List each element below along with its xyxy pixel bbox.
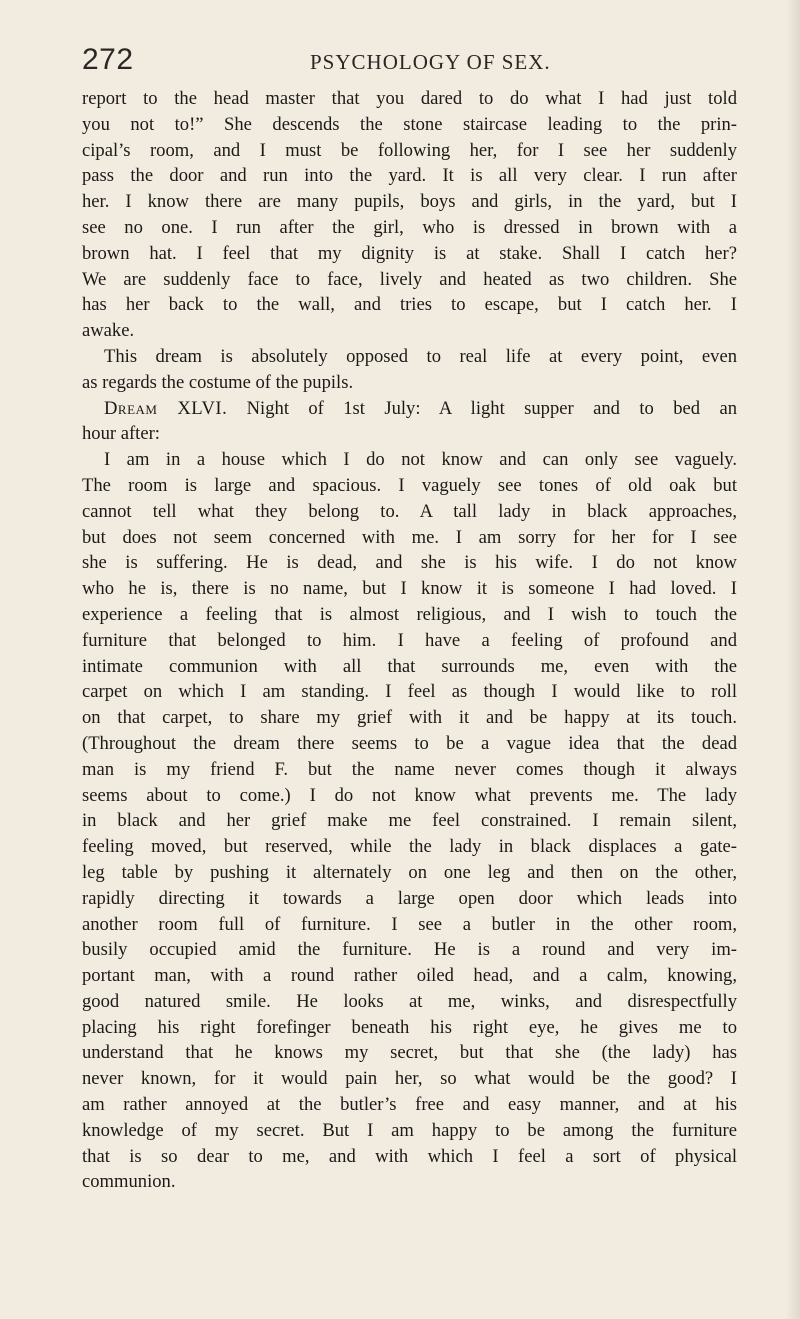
- text-line: report to the head master that you dared to do what I had just told: [82, 88, 737, 109]
- text-line: busily occupied amid the furniture. He is a round and very im-: [82, 939, 737, 961]
- text-line: The room is large and spacious. I vaguely see tones of old oak but: [82, 474, 737, 496]
- text-line: cipal’s room, and I must be following her, for I see her suddenly: [82, 139, 737, 161]
- text-line: intimate communion with all that surrounds me, even with the: [82, 655, 737, 677]
- text-line: seems about to come.) I do not know what prevents me. The lady: [82, 784, 737, 806]
- text-line: never known, for it would pain her, so what would be the good? I: [82, 1068, 737, 1090]
- text-line: but does not seem concerned with me. I am sorry for her for I see: [82, 526, 737, 548]
- text-line: carpet on which I am standing. I feel as though I would like to roll: [82, 681, 737, 703]
- text-line: good natured smile. He looks at me, winks, and disrespectfully: [82, 990, 737, 1012]
- text-line: leg table by pushing it alternately on one leg and then on the other,: [82, 861, 737, 883]
- body-text: [82, 86, 737, 1195]
- text-line: cannot tell what they belong to. A tall lady in black approaches,: [82, 500, 737, 522]
- text-line: furniture that belonged to him. I have a feeling of profound and: [82, 629, 737, 651]
- text-line: awake.: [82, 320, 135, 342]
- text-line: We are suddenly face to face, lively and heated as two children. She: [82, 268, 737, 290]
- text-line: her. I know there are many pupils, boys and girls, in the yard, but I: [82, 191, 737, 213]
- text-line: understand that he knows my secret, but that she (the lady) has: [82, 1042, 737, 1064]
- text-line: another room full of furniture. I see a butler in the other room,: [82, 913, 737, 935]
- text-line: This dream is absolutely opposed to real life at every point, even: [104, 345, 737, 367]
- text-line: that is so dear to me, and with which I feel a sort of physical: [82, 1145, 737, 1167]
- text-line: brown hat. I feel that my dignity is at stake. Shall I catch her?: [82, 242, 737, 264]
- dream-heading: Dream XLVI.: [104, 397, 228, 419]
- text-line: in black and her grief make me feel constrained. I remain silent,: [82, 810, 737, 832]
- text-line: hour after:: [82, 423, 160, 445]
- text-line: feeling moved, but reserved, while the lady in black displaces a gate-: [82, 836, 737, 858]
- text-line: experience a feeling that is almost religious, and I wish to touch the: [82, 603, 737, 625]
- text-line: am rather annoyed at the butler’s free and easy manner, and at his: [82, 1094, 737, 1116]
- dream-heading-line: [82, 396, 737, 422]
- page-number: 272: [82, 43, 134, 76]
- page-edge-shadow: [786, 0, 800, 1319]
- text-line: knowledge of my secret. But I am happy to be among the furniture: [82, 1119, 737, 1141]
- text-line: (Throughout the dream there seems to be a vague idea that the dead: [82, 732, 737, 754]
- text-line: portant man, with a round rather oiled head, and a calm, knowing,: [82, 965, 737, 987]
- text-line: who he is, there is no name, but I know it is someone I had loved. I: [82, 578, 737, 600]
- text-line: as regards the costume of the pupils.: [82, 371, 354, 393]
- text-line: you not to!” She descends the stone staircase leading to the prin-: [82, 113, 737, 135]
- text-line: man is my friend F. but the name never comes though it always: [82, 758, 737, 780]
- text-line: see no one. I run after the girl, who is dressed in brown with a: [82, 216, 737, 238]
- text-line: rapidly directing it towards a large open door which leads into: [82, 887, 737, 909]
- text-line: has her back to the wall, and tries to escape, but I catch her. I: [82, 294, 737, 316]
- text-line: communion.: [82, 1171, 176, 1193]
- running-head: [82, 42, 730, 78]
- text-line: pass the door and run into the yard. It is all very clear. I run after: [82, 165, 737, 187]
- text-line: I am in a house which I do not know and can only see vaguely.: [104, 449, 737, 471]
- text-line: on that carpet, to share my grief with it and be happy at its touch.: [82, 707, 737, 729]
- running-title: PSYCHOLOGY OF SEX.: [310, 50, 551, 74]
- text-line-continuation: Night of 1st July: A light supper and to bed an: [227, 397, 737, 419]
- text-line: she is suffering. He is dead, and she is his wife. I do not know: [82, 552, 737, 574]
- text-line: placing his right forefinger beneath his right eye, he gives me to: [82, 1016, 737, 1038]
